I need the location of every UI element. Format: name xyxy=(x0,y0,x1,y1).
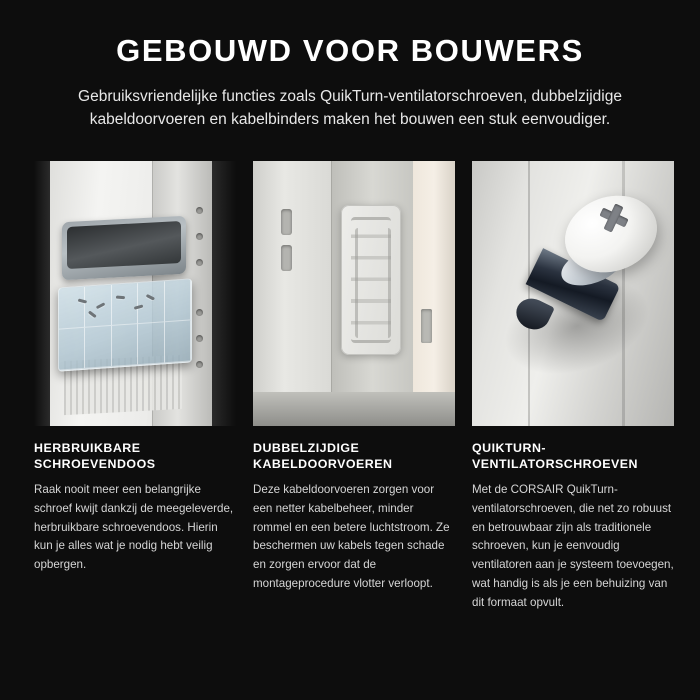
feature-card-body: Met de CORSAIR QuikTurn-ventilatorschroeven, die net zo robuust en betrouwbaar zijn als traditionele schroeven, kun je eenvoudig ventilatoren aan je systeem toevoegen, wat handig is als je een behuizing van dit formaat opvult. xyxy=(472,483,674,609)
feature-card-title: HERBRUIKBARE SCHROEVENDOOS xyxy=(34,441,156,471)
reusable-screw-box-photo xyxy=(34,161,236,426)
feature-card-title: QUIKTURN-VENTILATORSCHROEVEN xyxy=(472,441,639,471)
feature-card-body: Raak nooit meer een belangrijke schroef kwijt dankzij de meegeleverde, herbruikbare schroevendoos. Hierin kun je alles wat je nodig hebt veilig opbergen. xyxy=(34,483,234,572)
dual-sided-cable-grommets-photo xyxy=(253,161,455,426)
feature-card-title: DUBBELZIJDIGE KABELDOORVOEREN xyxy=(253,441,393,471)
feature-card-body: Deze kabeldoorvoeren zorgen voor een netter kabelbeheer, minder rommel en een betere luchtstroom. Ze beschermen uw kabels tegen schade en zorgen ervoor dat de montageprocedure vlotter verloopt. xyxy=(253,483,450,590)
feature-card xyxy=(472,161,674,690)
feature-card xyxy=(34,161,236,690)
page-subtitle: Gebruiksvriendelijke functies zoals QuikTurn-ventilatorschroeven, dubbelzijdige kabeldoorvoeren en kabelbinders maken het bouwen een stuk eenvoudiger. xyxy=(78,88,622,128)
feature-card-list xyxy=(34,161,674,690)
feature-card xyxy=(253,161,455,690)
quikturn-fan-screw-photo xyxy=(472,161,674,426)
page-title: GEBOUWD VOOR BOUWERS xyxy=(116,33,584,68)
